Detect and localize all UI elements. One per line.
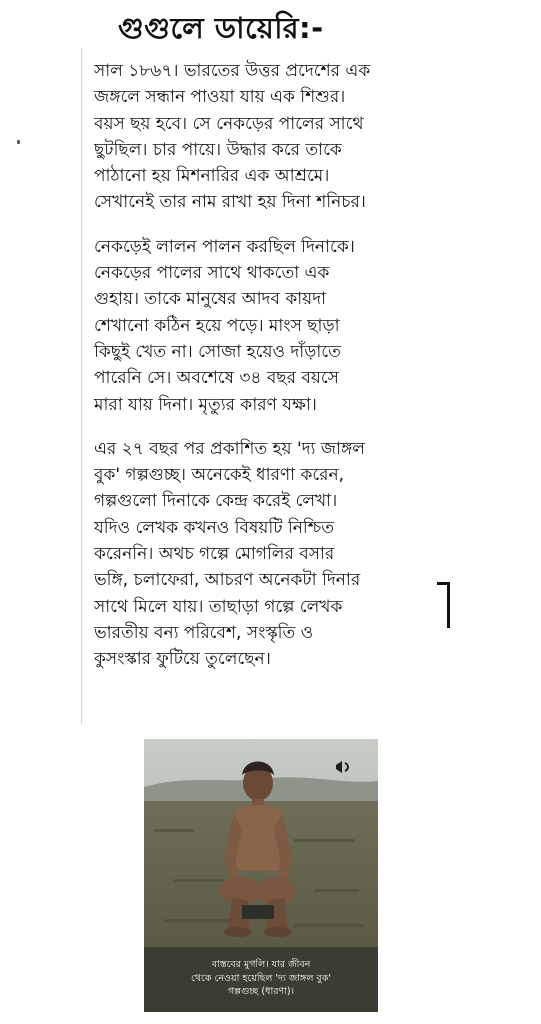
paragraph-3 xyxy=(94,436,534,673)
text-line: মারা যায় দিনা। মৃত্যুর কারণ যক্ষা। xyxy=(94,394,317,415)
text-line: গুহায়। তাকে মানুষের আদব কায়দা xyxy=(94,289,327,310)
text-line: করেননি। অথচ গল্পে মোগলির বসার xyxy=(94,544,335,565)
article-body xyxy=(94,58,534,691)
photo-card xyxy=(144,739,378,1012)
text-line: গল্পগুলো দিনাকে কেন্দ্র করেই লেখা। xyxy=(94,491,338,512)
text-line: পাঠানো হয় মিশনারির এক আশ্রমে। xyxy=(94,166,330,187)
page-title: গুগুলে ডায়েরি:- xyxy=(118,11,324,45)
text-line: সাথে মিলে যায়। তাছাড়া গল্পে লেখক xyxy=(94,596,343,617)
feral-child-photo xyxy=(144,739,378,947)
caption-line: থেকে নেওয়া হয়েছিল 'দ্য জাঙ্গল বুক' xyxy=(191,972,331,984)
text-line: ভারতীয় বন্য পরিবেশ, সংস্কৃতি ও xyxy=(94,622,314,643)
text-line: কিছুই খেত না। সোজা হয়েও দাঁড়াতে xyxy=(94,341,341,362)
text-line: বুক' গল্পগুচ্ছ। অনেকেই ধারণা করেন, xyxy=(94,465,345,486)
text-line: এর ২৭ বছর পর প্রকাশিত হয় 'দ্য জাঙ্গল xyxy=(94,438,365,459)
text-line: শেখানো কঠিন হয়ে পড়ে। মাংস ছাড়া xyxy=(94,315,340,336)
text-line: যদিও লেখক কখনও বিষয়টি নিশ্চিত xyxy=(94,517,335,538)
text-line: নেকড়ের পালের সাথে থাকতো এক xyxy=(94,263,330,284)
paragraph-1 xyxy=(94,58,534,216)
text-line: ভঙ্গি, চলাফেরা, আচরণ অনেকটা দিনার xyxy=(94,570,361,591)
text-line: সাল ১৮৬৭। ভারতের উত্তর প্রদেশের এক xyxy=(94,61,371,81)
paragraph-2 xyxy=(94,234,534,418)
margin-rule xyxy=(81,48,82,724)
text-line: বয়স ছয় হবে। সে নেকড়ের পালের সাথে xyxy=(94,113,364,134)
caption-line: বাস্তবের মুগলি। যার জীবন xyxy=(211,959,311,970)
text-line: সেখানেই তার নাম রাখা হয় দিনা শনিচর। xyxy=(94,192,366,213)
text-line: কুসংস্কার ফুটিয়ে তুলেছেন। xyxy=(94,649,271,670)
caption-line: গল্পগুচ্ছ (ধারণা)। xyxy=(227,986,295,997)
text-line: ছুটছিল। চার পায়ে। উদ্ধার করে তাকে xyxy=(94,139,342,160)
photo-caption xyxy=(144,947,378,1012)
scan-dot xyxy=(17,140,20,144)
text-line: জঙ্গলে সন্ধান পাওয়া যায় এক শিশুর। xyxy=(94,87,346,108)
text-line: নেকড়েই লালন পালন করছিল দিনাকে। xyxy=(94,236,355,257)
text-line: পারেনি সে। অবশেষে ৩৪ বছর বয়সে xyxy=(94,368,339,389)
